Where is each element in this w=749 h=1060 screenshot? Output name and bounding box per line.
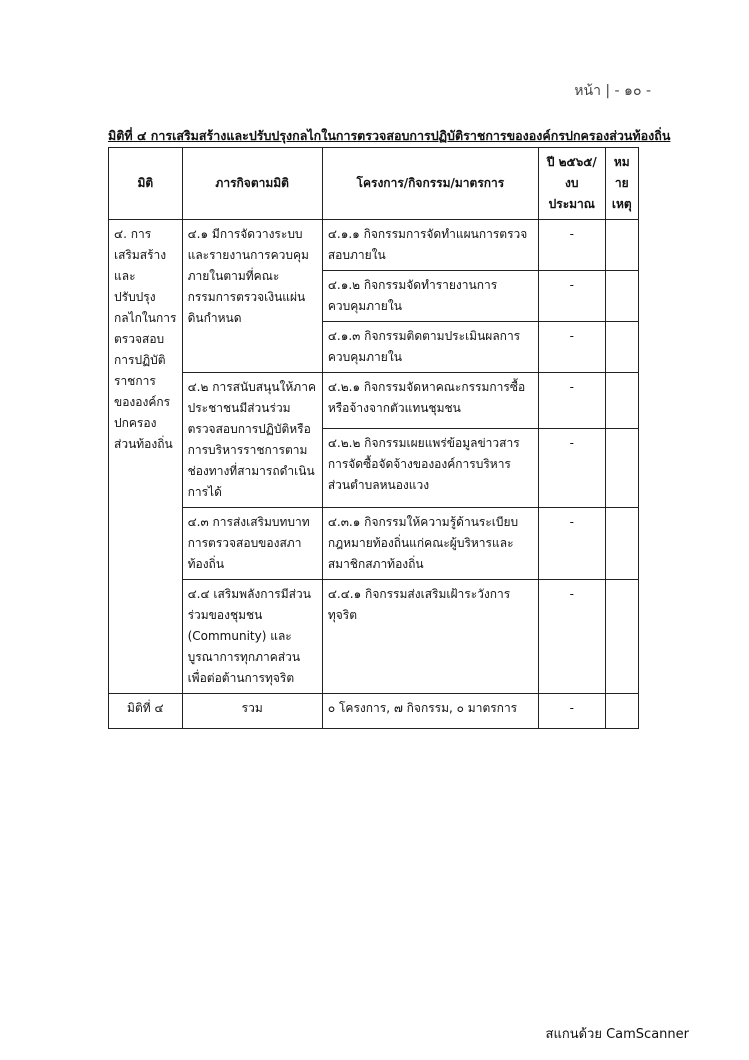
budget-cell: - [538,220,605,271]
header-mission: ภารกิจตามมิติ [182,148,322,220]
remark-cell [605,428,638,507]
header-year-budget: ปี ๒๕๖๕/ งบประมาณ [538,148,605,220]
budget-cell: - [538,373,605,429]
budget-cell: - [538,271,605,322]
project-cell: ๔.๔.๑ กิจกรรมส่งเสริมเฝ้าระวังการทุจริต [322,580,538,694]
total-remark [605,694,638,729]
table-row [109,508,639,580]
project-cell: ๔.๑.๓ กิจกรรมติดตามประเมินผลการควบคุมภายใน [322,322,538,373]
budget-cell: - [538,322,605,373]
total-dimension: มิติที่ ๔ [109,694,183,729]
remark-cell [605,322,638,373]
total-row [109,694,639,729]
budget-cell: - [538,428,605,507]
mission-cell: ๔.๓ การส่งเสริมบทบาทการตรวจสอบของสภาท้องถิ่น [182,508,322,580]
mission-cell: ๔.๑ มีการจัดวางระบบและรายงานการควบคุมภายในตามที่คณะกรรมการตรวจเงินแผ่นดินกำหนด [182,220,322,373]
scanner-watermark: สแกนด้วย CamScanner [545,1027,689,1042]
table-row [109,220,639,271]
remark-cell [605,271,638,322]
project-cell: ๔.๑.๒ กิจกรรมจัดทำรายงานการควบคุมภายใน [322,271,538,322]
mission-cell: ๔.๔ เสริมพลังการมีส่วนร่วมของชุมชน (Community) และบูรณาการทุกภาคส่วนเพื่อต่อต้านการทุจริต [182,580,322,694]
project-cell: ๔.๒.๒ กิจกรรมเผยแพร่ข้อมูลข่าวสารการจัดซื้อจัดจ้างขององค์การบริหารส่วนตำบลหนองแวง [322,428,538,507]
total-label: รวม [182,694,322,729]
total-summary: ๐ โครงการ, ๗ กิจกรรม, ๐ มาตรการ [322,694,538,729]
budget-cell: - [538,580,605,694]
header-project: โครงการ/กิจกรรม/มาตรการ [322,148,538,220]
remark-cell [605,373,638,429]
project-cell: ๔.๓.๑ กิจกรรมให้ความรู้ด้านระเบียบกฎหมายท้องถิ่นแก่คณะผู้บริหารและสมาชิกสภาท้องถิ่น [322,508,538,580]
mission-cell: ๔.๒ การสนับสนุนให้ภาคประชาชนมีส่วนร่วมตรวจสอบการปฏิบัติหรือการบริหารราชการตามช่องทางที่สามารถดำเนินการได้ [182,373,322,508]
header-dimension: มิติ [109,148,183,220]
header-row [109,148,639,220]
table-caption: มิติที่ ๔ การเสริมสร้างและปรับปรุงกลไกในการตรวจสอบการปฏิบัติราชการขององค์กรปกครองส่วนท้องถิ่น [108,128,671,143]
page-number: หน้า | - ๑๐ - [574,83,651,99]
remark-cell [605,580,638,694]
table-row [109,580,639,694]
budget-cell: - [538,508,605,580]
dimension-cell: ๔. การเสริมสร้างและปรับปรุงกลไกในการตรวจสอบการปฏิบัติราชการขององค์กรปกครองส่วนท้องถิ่น [109,220,183,694]
table-row [109,373,639,429]
remark-cell [605,508,638,580]
header-remark: หมายเหตุ [605,148,638,220]
project-cell: ๔.๒.๑ กิจกรรมจัดหาคณะกรรมการซื้อหรือจ้างจากตัวแทนชุมชน [322,373,538,429]
total-budget: - [538,694,605,729]
dimension-table [108,147,639,729]
project-cell: ๔.๑.๑ กิจกรรมการจัดทำแผนการตรวจสอบภายใน [322,220,538,271]
remark-cell [605,220,638,271]
